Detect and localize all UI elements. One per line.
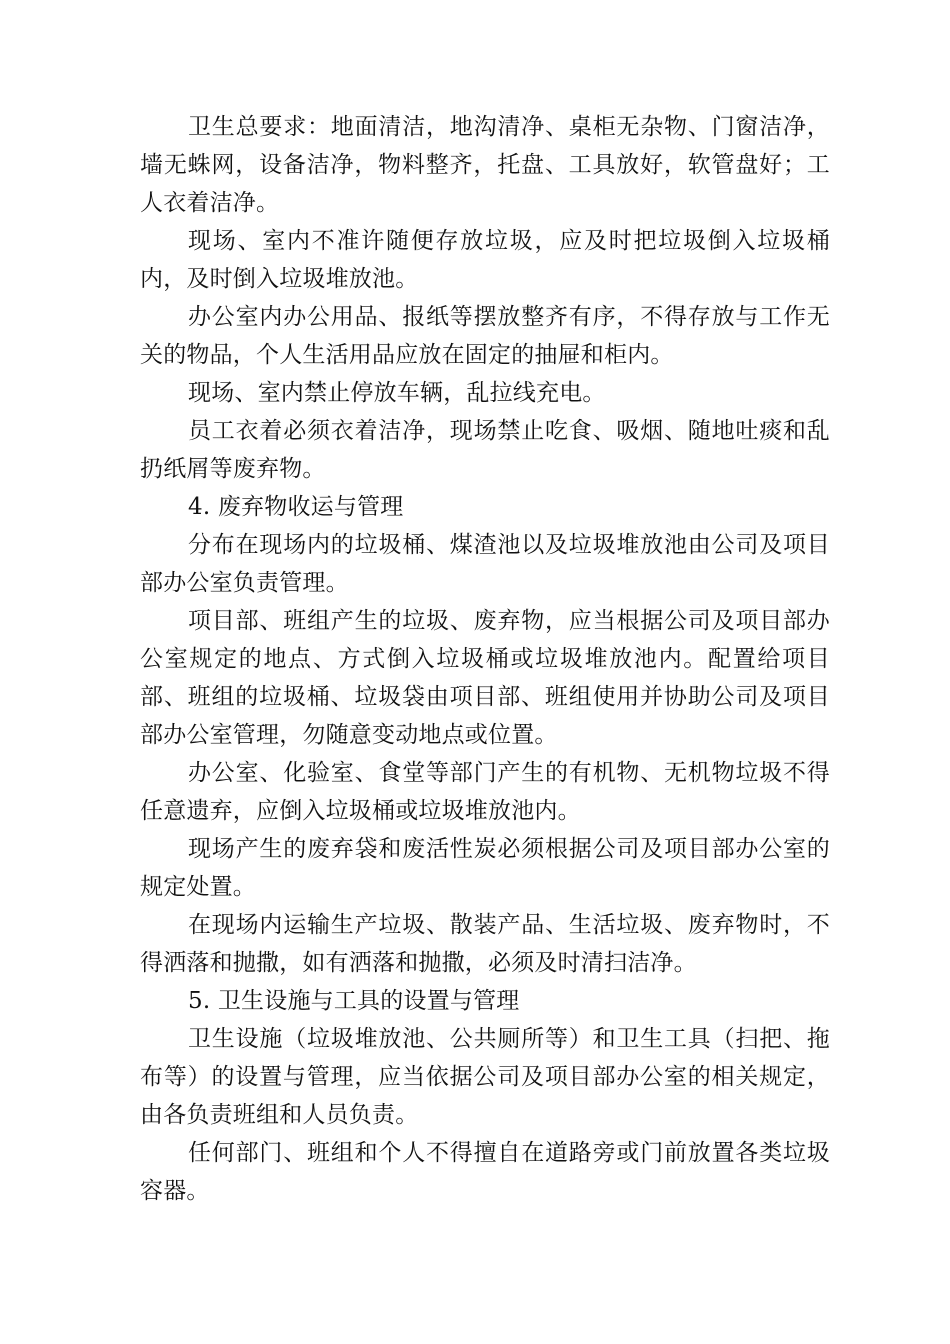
paragraph-carbon-disposal: 现场产生的废弃袋和废活性炭必须根据公司及项目部办公室的规定处置。	[140, 836, 830, 900]
paragraph-hygiene-requirements: 卫生总要求：地面清洁，地沟清净、桌柜无杂物、门窗洁净，墙无蛛网，设备洁净，物料整齐，托盘、工具放好，软管盘好；工人衣着洁净。	[140, 114, 830, 216]
paragraph-garbage-storage: 现场、室内不准许随便存放垃圾，应及时把垃圾倒入垃圾桶内，及时倒入垃圾堆放池。	[140, 228, 830, 292]
paragraph-team-waste: 项目部、班组产生的垃圾、废弃物，应当根据公司及项目部办公室规定的地点、方式倒入垃圾桶或垃圾堆放池内。配置给项目部、班组的垃圾桶、垃圾袋由项目部、班组使用并协助公司及项目部办公室管理，勿随意变动地点或位置。	[140, 608, 830, 748]
paragraph-transport-spill: 在现场内运输生产垃圾、散装产品、生活垃圾、废弃物时，不得洒落和抛撒，如有洒落和抛撒，必须及时清扫洁净。	[140, 912, 830, 976]
paragraph-facility-management: 卫生设施（垃圾堆放池、公共厕所等）和卫生工具（扫把、拖布等）的设置与管理，应当依据公司及项目部办公室的相关规定，由各负责班组和人员负责。	[140, 1026, 830, 1128]
paragraph-employee-attire: 员工衣着必须衣着洁净，现场禁止吃食、吸烟、随地吐痰和乱扔纸屑等废弃物。	[140, 418, 830, 482]
paragraph-container-placement: 任何部门、班组和个人不得擅自在道路旁或门前放置各类垃圾容器。	[140, 1140, 830, 1204]
paragraph-vehicle-ban: 现场、室内禁止停放车辆，乱拉线充电。	[188, 380, 606, 406]
document-body	[140, 108, 830, 1210]
section-heading-facilities: 5. 卫生设施与工具的设置与管理	[188, 988, 520, 1014]
section-heading-waste-management: 4. 废弃物收运与管理	[188, 494, 404, 520]
paragraph-bin-management: 分布在现场内的垃圾桶、煤渣池以及垃圾堆放池由公司及项目部办公室负责管理。	[140, 532, 830, 596]
paragraph-department-waste: 办公室、化验室、食堂等部门产生的有机物、无机物垃圾不得任意遗弃，应倒入垃圾桶或垃圾堆放池内。	[140, 760, 830, 824]
paragraph-office-supplies: 办公室内办公用品、报纸等摆放整齐有序，不得存放与工作无关的物品，个人生活用品应放在固定的抽屉和柜内。	[140, 304, 830, 368]
